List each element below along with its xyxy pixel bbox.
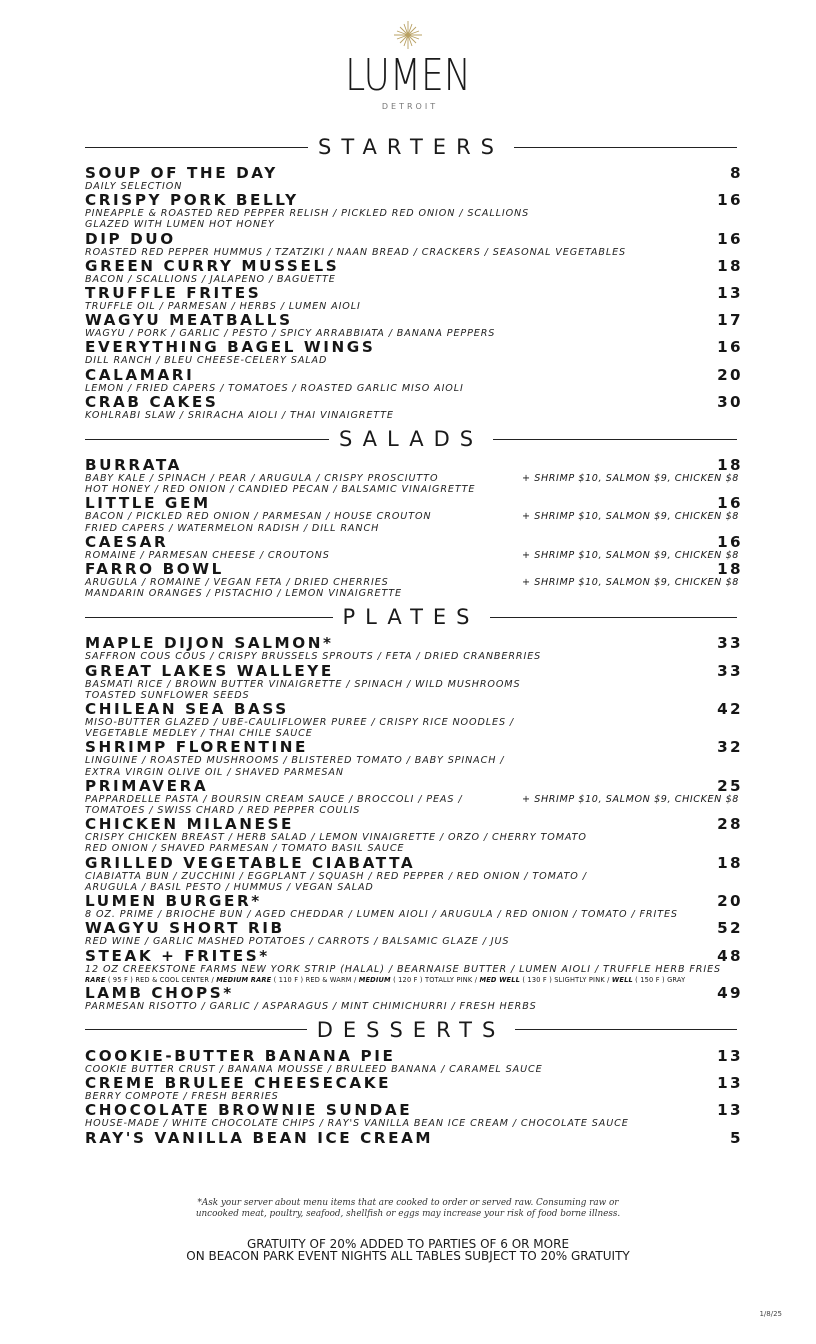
menu-item-description: 12 OZ CREEKSTONE FARMS NEW YORK STRIP (HALAL) / BEARNAISE BUTTER / LUMEN AIOLI / TRUFFLE HERB FRIES [85,963,722,975]
menu-item-description: ROMAINE / PARMESAN CHEESE / CROUTONS [85,549,330,561]
menu-item [85,392,743,421]
menu-item [85,494,743,534]
menu-item-price: 20 [717,365,743,384]
gratuity-line-2: ON BEACON PARK EVENT NIGHTS ALL TABLES SUBJECT TO 20% GRATUITY [186,1249,630,1264]
menu-item-name: COOKIE-BUTTER BANANA PIE [85,1046,396,1065]
temp-label: WELL [611,975,633,984]
menu-item-description: BERRY COMPOTE / FRESH BERRIES [85,1091,279,1103]
menu-item-description: TOASTED SUNFLOWER SEEDS [85,689,250,701]
menu-item [85,164,743,192]
menu-item-name: WAGYU MEATBALLS [85,311,293,330]
section-rule-right [493,439,737,440]
menu-item-header [85,1101,743,1120]
menu-item-name: LUMEN BURGER* [85,892,262,911]
menu-item-description: BACON / SCALLIONS / JALAPENO / BAGUETTE [85,273,336,285]
section-spacer [85,421,737,423]
menu-item-name: LITTLE GEM [85,494,211,513]
menu-item [85,983,743,1012]
menu-item [85,946,743,985]
menu-item-description: FRIED CAPERS / WATERMELON RADISH / DILL RANCH [85,522,380,534]
menu-item-description: BASMATI RICE / BROWN BUTTER VINAIGRETTE / SPINACH / WILD MUSHROOMS [85,678,521,690]
menu-item-name: CREME BRULEE CHEESECAKE [85,1074,392,1093]
menu-item [85,365,743,394]
brand-city: DETROIT [381,102,439,111]
menu-item-header [85,1074,743,1093]
menu-item-price: 25 [717,776,743,795]
menu-item-addon: + SHRIMP $10, SALMON $9, CHICKEN $8 [522,511,739,523]
menu-item-desc-row [85,473,737,484]
section-rule-right [490,617,738,618]
menu-item-name: FARRO BOWL [85,560,224,579]
section-title: STARTERS [318,135,504,159]
menu-item-price: 17 [717,311,743,330]
menu-item-description: CIABIATTA BUN / ZUCCHINI / EGGPLANT / SQUASH / RED PEPPER / RED ONION / TOMATO / [85,870,587,882]
menu-item-name: WAGYU SHORT RIB [85,919,285,938]
menu-item-name: CHOCOLATE BROWNIE SUNDAE [85,1101,413,1120]
section-header-desserts [85,1015,737,1045]
menu-item-name: CHICKEN MILANESE [85,815,294,834]
menu-item-addon: + SHRIMP $10, SALMON $9, CHICKEN $8 [522,793,739,805]
section-rule-right [514,147,737,148]
menu-date: 1/8/25 [759,1310,782,1318]
menu-item [85,1074,743,1103]
section-rule-right [515,1029,737,1030]
menu-item-header [85,284,743,303]
menu-item-header [85,229,743,248]
menu-item-header [85,256,743,275]
menu-item-header [85,456,743,475]
section-rule-left [85,439,329,440]
menu-item-description: ARUGULA / BASIL PESTO / HUMMUS / VEGAN SALAD [85,881,374,893]
menu-item-description: SAFFRON COUS COUS / CRISPY BRUSSELS SPROUTS / FETA / DRIED CRANBERRIES [85,651,542,663]
menu-item-header [85,164,743,182]
raw-warning-line-1: *Ask your server about menu items that are cooked to order or served raw. Consuming raw or [197,1198,619,1208]
menu-item-description: MANDARIN ORANGES / PISTACHIO / LEMON VINAIGRETTE [85,588,403,600]
menu-item-header [85,738,743,757]
menu-item-name: DIP DUO [85,229,176,248]
menu-item-description: CRISPY CHICKEN BREAST / HERB SALAD / LEMON VINAIGRETTE / ORZO / CHERRY TOMATO [85,832,587,844]
menu-item-header [85,661,743,680]
menu-item-description: DAILY SELECTION [85,181,183,192]
menu-item-name: CALAMARI [85,365,195,384]
menu-item [85,311,743,340]
menu-item [85,532,743,561]
menu-item-price: 13 [717,284,743,303]
menu-item-desc-row [85,794,737,805]
menu-item-name: PRIMAVERA [85,776,209,795]
menu-item-name: BURRATA [85,456,183,475]
menu-item-name: STEAK + FRITES* [85,946,270,965]
section-rule-left [85,1029,307,1030]
menu-item-price: 33 [717,634,743,653]
menu-item-name: CAESAR [85,532,169,551]
section-title: SALADS [338,427,484,452]
section-title: DESSERTS [316,1017,506,1042]
menu-item-header [85,1046,743,1065]
menu-item-price: 48 [717,946,743,965]
section-spacer [85,599,737,601]
gratuity-line-1: GRATUITY OF 20% ADDED TO PARTIES OF 6 OR MORE [246,1237,570,1251]
menu-item-header [85,815,743,834]
menu-item [85,456,743,496]
menu-item-header [85,560,743,579]
raw-warning-line-2: uncooked meat, poultry, seafood, shellfish or eggs may increase your risk of food borne illness. [195,1209,621,1219]
menu-item-price: 13 [717,1101,743,1120]
menu-item [85,256,743,285]
menu-item-name: MAPLE DIJON SALMON* [85,634,334,653]
menu-item-description: LINGUINE / ROASTED MUSHROOMS / BLISTERED TOMATO / BABY SPINACH / [85,755,505,767]
menu-item [85,338,743,367]
menu-item [85,776,743,817]
menu-item-description: LEMON / FRIED CAPERS / TOMATOES / ROASTED GARLIC MISO AIOLI [85,382,464,394]
menu-item-price: 30 [717,392,743,411]
menu-item-description: 8 OZ. PRIME / BRIOCHE BUN / AGED CHEDDAR / LUMEN AIOLI / ARUGULA / RED ONION / TOMATO / FRITES [85,909,678,921]
temp-description: ( 120 F ) TOTALLY PINK / [393,975,478,984]
menu-item-price: 52 [717,919,743,938]
menu-item-price: 42 [717,700,743,719]
menu-item-desc-row [85,577,737,588]
menu-item-addon: + SHRIMP $10, SALMON $9, CHICKEN $8 [522,473,739,485]
menu-item-price: 18 [717,853,743,872]
menu-item [85,661,743,701]
temp-label: MEDIUM [358,975,391,984]
brand-wordmark: LUMEN [345,50,471,101]
starburst-icon [393,20,423,50]
menu-item [85,815,743,855]
menu-item-description: WAGYU / PORK / GARLIC / PESTO / SPICY ARRABBIATA / BANANA PEPPERS [85,328,496,340]
menu-item-name: TRUFFLE FRITES [85,284,262,303]
menu-item-price: 18 [717,456,743,475]
menu-item-price: 49 [717,983,743,1002]
menu-item-header [85,634,743,653]
menu-item-name: SOUP OF THE DAY [85,164,278,182]
menu-item-description: RED ONION / SHAVED PARMESAN / TOMATO BASIL SAUCE [85,843,405,855]
menu [85,131,743,1147]
menu-item-price: 5 [730,1128,743,1147]
menu-item-name: CRISPY PORK BELLY [85,191,299,210]
menu-item-description: TRUFFLE OIL / PARMESAN / HERBS / LUMEN AIOLI [85,301,361,313]
menu-item-header [85,532,743,551]
menu-item-price: 33 [717,661,743,680]
menu-item [85,634,743,663]
menu-item [85,853,743,893]
menu-item-description: PAPPARDELLE PASTA / BOURSIN CREAM SAUCE / BROCCOLI / PEAS / [85,793,463,805]
menu-item-description: VEGETABLE MEDLEY / THAI CHILE SAUCE [85,728,313,740]
menu-item-description: MISO-BUTTER GLAZED / UBE-CAULIFLOWER PUREE / CRISPY RICE NOODLES / [85,717,515,729]
menu-item-name: CHILEAN SEA BASS [85,700,289,719]
menu-item-name: SHRIMP FLORENTINE [85,738,309,757]
temp-description: ( 130 F ) SLIGHTLY PINK / [522,975,610,984]
menu-item-name: GREEN CURRY MUSSELS [85,256,340,275]
menu-item [85,1101,743,1130]
menu-item-price: 16 [717,229,743,248]
menu-item-header [85,776,743,795]
menu-item-price: 13 [717,1046,743,1065]
menu-item-header [85,700,743,719]
menu-item-header [85,946,743,965]
temp-description: ( 95 F ) RED & COOL CENTER / [107,975,214,984]
menu-item-description: HOT HONEY / RED ONION / CANDIED PECAN / BALSAMIC VINAIGRETTE [85,484,476,496]
temp-label: RARE [85,975,106,984]
menu-item-description: PARMESAN RISOTTO / GARLIC / ASPARAGUS / MINT CHIMICHURRI / FRESH HERBS [85,1000,537,1012]
menu-item-description: HOUSE-MADE / WHITE CHOCOLATE CHIPS / RAY'S VANILLA BEAN ICE CREAM / CHOCOLATE SAUCE [85,1118,629,1130]
menu-item-price: 32 [717,738,743,757]
menu-item-price: 16 [717,494,743,513]
logo [0,20,816,111]
menu-item-description: PINEAPPLE & ROASTED RED PEPPER RELISH / PICKLED RED ONION / SCALLIONS [85,208,530,220]
menu-item-addon: + SHRIMP $10, SALMON $9, CHICKEN $8 [522,549,739,561]
menu-item-header [85,1128,743,1147]
menu-item-description: BACON / PICKLED RED ONION / PARMESAN / HOUSE CROUTON [85,511,432,523]
menu-item-header [85,191,743,210]
menu-item-description: KOHLRABI SLAW / SRIRACHA AIOLI / THAI VINAIGRETTE [85,409,394,421]
menu-item-header [85,494,743,513]
menu-item-header [85,983,743,1002]
menu-item-header [85,311,743,330]
section-header-starters [85,132,737,162]
menu-item-addon: + SHRIMP $10, SALMON $9, CHICKEN $8 [522,577,739,589]
menu-item [85,191,743,231]
section-spacer [85,1012,737,1014]
menu-item-price: 16 [717,532,743,551]
menu-item-name: GRILLED VEGETABLE CIABATTA [85,853,416,872]
section-header-plates [85,602,737,632]
temp-label: MEDIUM RARE [216,975,272,984]
menu-item-description: EXTRA VIRGIN OLIVE OIL / SHAVED PARMESAN [85,766,344,778]
menu-item-price: 18 [717,560,743,579]
menu-item-header [85,392,743,411]
menu-item-price: 18 [717,256,743,275]
menu-item-description: ARUGULA / ROMAINE / VEGAN FETA / DRIED CHERRIES [85,577,389,589]
menu-item-header [85,338,743,357]
menu-item [85,560,743,600]
menu-item-header [85,919,743,938]
menu-item-name: CRAB CAKES [85,392,219,411]
menu-item [85,892,743,921]
temp-description: ( 150 F ) GRAY [635,975,686,984]
menu-item-description: BABY KALE / SPINACH / PEAR / ARUGULA / CRISPY PROSCIUTTO [85,473,439,485]
menu-item-price: 8 [730,164,743,182]
menu-item-desc-row [85,511,737,522]
menu-item-name: GREAT LAKES WALLEYE [85,661,334,680]
menu-item-description: TOMATOES / SWISS CHARD / RED PEPPER COULIS [85,805,361,817]
menu-item [85,1046,743,1075]
menu-item-description: GLAZED WITH LUMEN HOT HONEY [85,219,275,231]
temp-label: MED WELL [479,975,521,984]
menu-item [85,700,743,740]
menu-item [85,229,743,258]
menu-item-description: ROASTED RED PEPPER HUMMUS / TZATZIKI / NAAN BREAD / CRACKERS / SEASONAL VEGETABLES [85,246,627,258]
menu-item-name: RAY'S VANILLA BEAN ICE CREAM [85,1128,434,1147]
menu-item-name: LAMB CHOPS* [85,983,234,1002]
menu-item-header [85,853,743,872]
section-title: PLATES [342,605,480,630]
section-header-salads [85,424,737,454]
menu-item-price: 13 [717,1074,743,1093]
menu-item-header [85,892,743,911]
menu-item-header [85,365,743,384]
menu-item-price: 16 [717,338,743,357]
section-rule-left [85,617,333,618]
menu-item-price: 16 [717,191,743,210]
menu-item-description: RED WINE / GARLIC MASHED POTATOES / CARROTS / BALSAMIC GLAZE / JUS [85,936,510,948]
temp-description: ( 110 F ) RED & WARM / [273,975,357,984]
menu-item [85,738,743,778]
menu-item-price: 28 [717,815,743,834]
menu-item-description: COOKIE BUTTER CRUST / BANANA MOUSSE / BRULEED BANANA / CARAMEL SAUCE [85,1063,543,1075]
menu-item-name: EVERYTHING BAGEL WINGS [85,338,376,357]
menu-notes [0,1198,816,1263]
menu-item [85,284,743,313]
menu-item-price: 20 [717,892,743,911]
section-rule-left [85,147,308,148]
menu-item [85,1128,743,1147]
menu-item-description: DILL RANCH / BLEU CHEESE-CELERY SALAD [85,355,328,367]
menu-item [85,919,743,948]
